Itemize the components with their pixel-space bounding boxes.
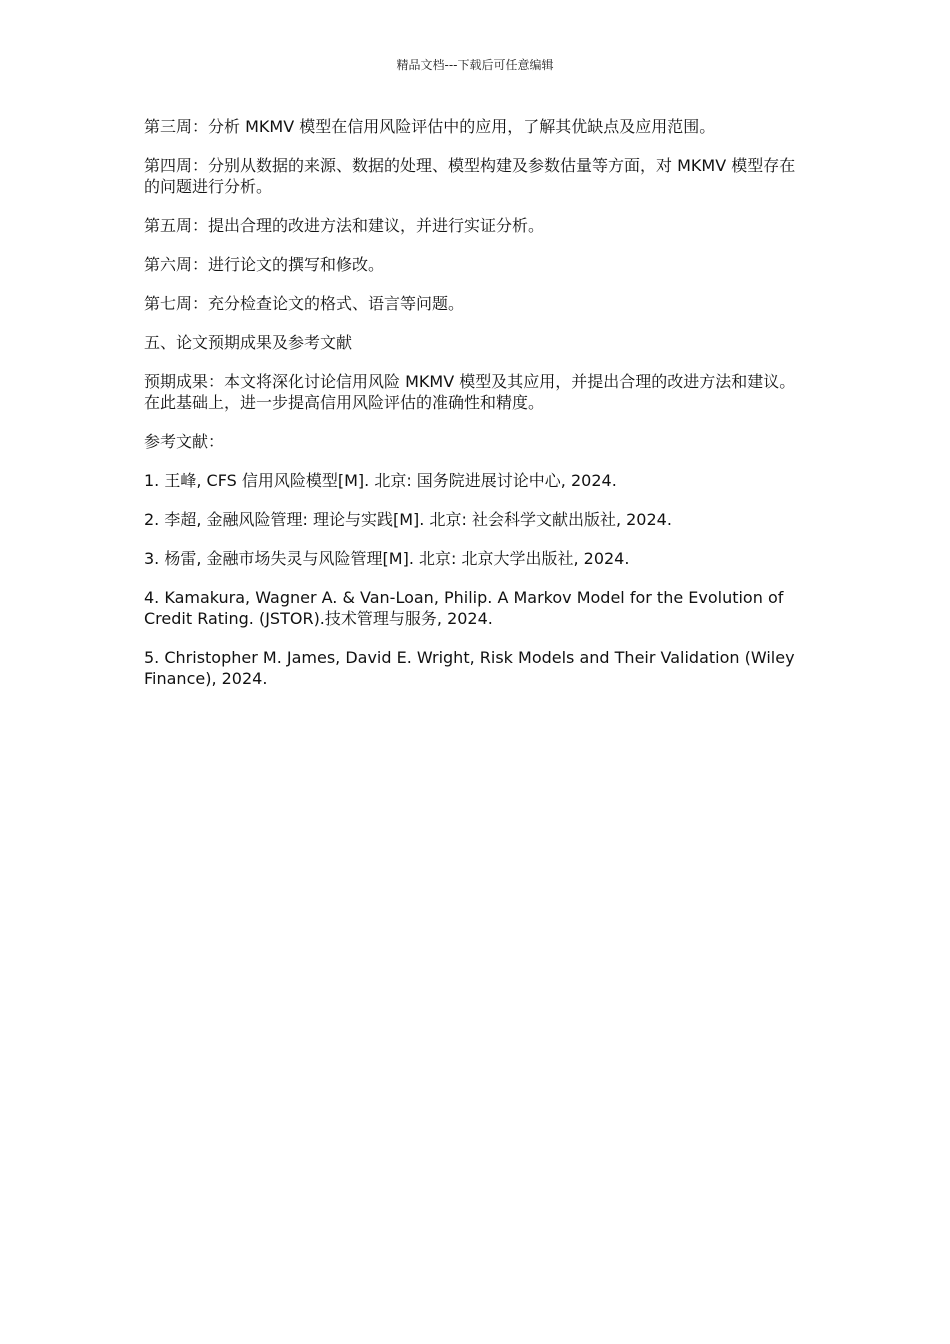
- week-five-plan: 第五周：提出合理的改进方法和建议，并进行实证分析。: [144, 216, 545, 235]
- section-heading: 五、论文预期成果及参考文献: [144, 333, 353, 352]
- reference-item: 4. Kamakura, Wagner A. & Van-Loan, Philip. A Markov Model for the Evolution of Credit Rating. (JSTOR).技术管理与服务, 2024.: [144, 588, 784, 628]
- reference-item: 2. 李超, 金融风险管理: 理论与实践[M]. 北京: 社会科学文献出版社, 2024.: [144, 510, 672, 529]
- reference-item: 3. 杨雷, 金融市场失灵与风险管理[M]. 北京: 北京大学出版社, 2024.: [144, 549, 630, 568]
- week-six-plan: 第六周：进行论文的撰写和修改。: [144, 255, 385, 274]
- week-seven-plan: 第七周：充分检查论文的格式、语言等问题。: [144, 294, 465, 313]
- week-three-plan: 第三周：分析 MKMV 模型在信用风险评估中的应用，了解其优缺点及应用范围。: [144, 117, 716, 136]
- reference-item: 5. Christopher M. James, David E. Wright, Risk Models and Their Validation (Wiley Finance), 2024.: [144, 648, 795, 688]
- expected-outcome: 预期成果：本文将深化讨论信用风险 MKMV 模型及其应用，并提出合理的改进方法和建议。在此基础上，进一步提高信用风险评估的准确性和精度。: [144, 372, 796, 412]
- page-header: 精品文档---下载后可任意编辑: [396, 58, 554, 72]
- references-heading: 参考文献：: [144, 432, 225, 451]
- document-body: [144, 116, 808, 707]
- reference-item: 1. 王峰, CFS 信用风险模型[M]. 北京: 国务院进展讨论中心, 2024.: [144, 471, 617, 490]
- week-four-plan: 第四周：分别从数据的来源、数据的处理、模型构建及参数估量等方面，对 MKMV 模型存在的问题进行分析。: [144, 156, 796, 196]
